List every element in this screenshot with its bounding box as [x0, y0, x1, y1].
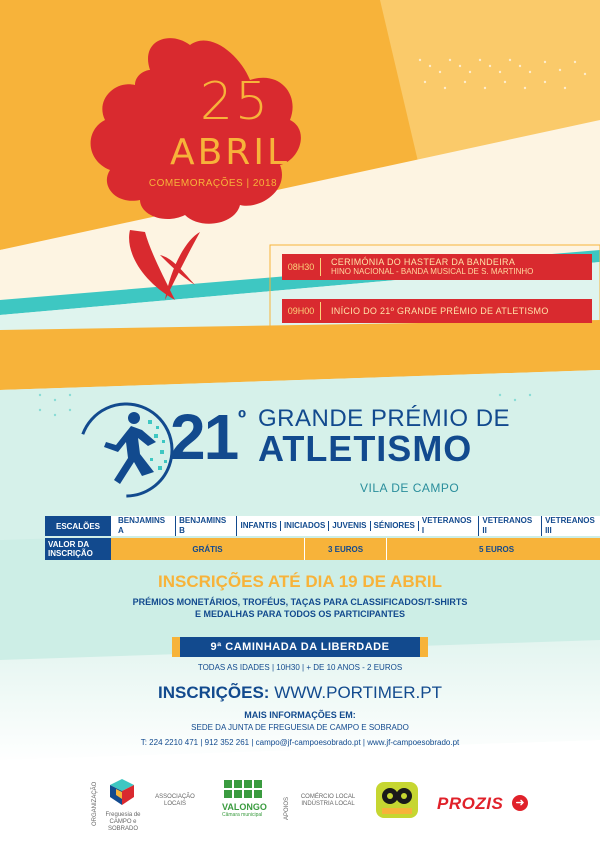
category-cell: SÉNIORES	[371, 521, 419, 531]
price-cell: GRÁTIS	[111, 538, 305, 560]
prizes-line-1: PRÉMIOS MONETÁRIOS, TROFÉUS, TAÇAS PARA CLASSIFICADOS/T-SHIRTS	[132, 597, 468, 607]
more-info-label: MAIS INFORMAÇÕES EM:	[244, 710, 356, 720]
category-cell: INICIADOS	[281, 521, 329, 531]
table-header: VALOR DA INSCRIÇÃO	[45, 538, 111, 560]
commerce-line1: COMÉRCIO LOCAL	[300, 794, 356, 800]
registration-deadline: INSCRIÇÕES ATÉ DIA 19 DE ABRIL	[158, 572, 442, 591]
event-place: VILA DE CAMPO	[360, 481, 460, 495]
registration-line	[0, 683, 600, 703]
walk-info: TODAS AS IDADES | 10H30 | + DE 10 ANOS - 2 EUROS	[197, 663, 403, 672]
category-cell: VETERANOS I	[419, 516, 480, 536]
event-ordinal: º	[238, 405, 247, 430]
schedule-time: 09H00	[287, 306, 315, 316]
schedule-detail: HINO NACIONAL - BANDA MUSICAL DE S. MARTINHO	[331, 267, 534, 276]
category-cells	[111, 516, 600, 536]
freguesia-logo-icon	[104, 775, 140, 811]
prozis-logo: PROZIS	[437, 794, 504, 813]
price-cell: 5 EUROS	[478, 544, 515, 554]
divider	[320, 258, 321, 276]
sponsor-badge-icon	[374, 780, 420, 820]
freguesia-line1: Freguesia de	[105, 812, 141, 818]
price-cell: 3 EUROS	[305, 538, 387, 560]
schedule-text	[331, 257, 533, 277]
valongo-sub: Câmara municipal	[222, 812, 263, 818]
schedule-title: INÍCIO DO 21º GRANDE PRÉMIO DE ATLETISMO	[331, 306, 549, 316]
schedule-title: CERIMÓNIA DO HASTEAR DA BANDEIRA	[331, 257, 516, 267]
arrow-right-icon: ➜	[512, 795, 528, 811]
freguesia-line2: CAMPO e SOBRADO	[107, 819, 138, 832]
category-cell: INFANTIS	[237, 521, 280, 531]
prizes-line-2: E MEDALHAS PARA TODOS OS PARTICIPANTES	[194, 609, 405, 619]
schedule-item-2	[282, 299, 592, 323]
commerce-text	[296, 794, 360, 808]
walk-banner: 9ª CAMINHADA DA LIBERDADE	[180, 637, 420, 657]
category-cell: VETERANOS II	[479, 516, 542, 536]
registration-site-link[interactable]: WWW.PORTIMER.PT	[274, 683, 442, 702]
table-row-valor	[45, 538, 600, 560]
contacts: T: 224 2210 471 | 912 352 261 | campo@jf-campoesobrado.pt | www.jf-campoesobrado.pt	[140, 738, 460, 747]
category-cell: BENJAMINS B	[176, 516, 237, 536]
date-subtitle: COMEMORAÇÕES | 2018	[148, 178, 278, 189]
divider	[320, 302, 321, 320]
date-day: 25	[199, 72, 271, 132]
schedule-text	[331, 306, 549, 316]
runner-logo-icon	[76, 400, 176, 500]
date-month: ABRIL	[169, 132, 290, 173]
price-cells	[111, 538, 600, 560]
apoios-label: APOIOS	[284, 796, 290, 820]
associacao-text	[150, 794, 200, 808]
schedule-time: 08H30	[287, 262, 315, 272]
event-title-line2: ATLETISMO	[258, 428, 473, 469]
commerce-line2: INDÚSTRIA LOCAL	[301, 801, 355, 807]
organizacao-label: ORGANIZAÇÃO	[92, 781, 98, 826]
schedule-item-1	[282, 254, 592, 280]
event-number: 21	[170, 401, 238, 473]
valongo-name: VALONGO	[222, 802, 267, 812]
assoc-line2: LOCAIS	[163, 801, 186, 807]
valongo-logo-icon	[222, 778, 266, 800]
assoc-line1: ASSOCIAÇÃO	[155, 794, 195, 800]
registration-label: INSCRIÇÕES:	[158, 683, 270, 702]
address: SEDE DA JUNTA DE FREGUESIA DE CAMPO E SOBRADO	[191, 723, 409, 732]
event-title-line1: GRANDE PRÉMIO DE	[258, 405, 511, 432]
table-header: ESCALÕES	[45, 516, 111, 536]
category-cell: JUVENIS	[329, 521, 370, 531]
table-row-escaloes	[45, 516, 600, 536]
category-cell: BENJAMINS A	[115, 516, 176, 536]
freguesia-name	[96, 812, 150, 833]
category-cell: VETREANOS III	[545, 516, 595, 535]
